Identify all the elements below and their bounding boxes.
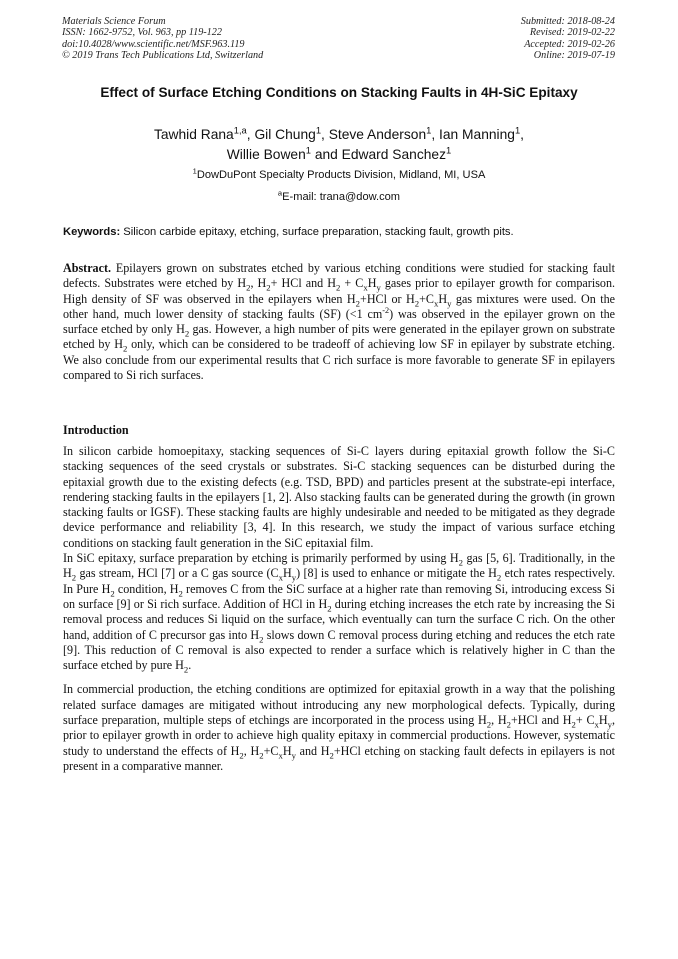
introduction-heading: Introduction — [63, 423, 129, 437]
online-date: Online: 2019-07-19 — [533, 50, 615, 62]
copyright-line: © 2019 Trans Tech Publications Ltd, Switzerland — [62, 50, 264, 62]
submitted-date: Submitted: 2018-08-24 — [520, 16, 615, 27]
abstract-label: Abstract. — [63, 261, 112, 275]
author-line-2: Willie Bowen$^1$ and Edward Sanchez$^1$ — [226, 144, 452, 162]
doi-line: doi:10.4028/www.scientific.net/MSF.963.119 — [62, 38, 245, 50]
intro-paragraph-2: In SiC epitaxy, surface preparation by etching is primarily performed by using $H_2$ gas [5, 6]. Traditionally, in the $H_2$ gas stream, HCl [7] or a C gas source $(C_xH_y)$ [8] is used to enhance or mitigate the $H_2$ etch rates respectively. In Pure $H_2$ condition, $H_2$ removes C from the SiC surface at a higher rate than removing Si, introducing excess Si on surface [9] or Si rich surface. Addition of HCl in $H_2$ during etching increases the etch rate by increasing the Si removal process and reduces Si liquid on the surface, which eventually can turn the surface C rich. On the other hand, addition of C precursor gas into $H_2$ slows down C removal process during etching and reduces the etch rate [9]. This reduction of C removal is also expected to render a surface which is relatively higher in C than the surface etched by pure $H_2$. — [63, 551, 615, 675]
introduction-body — [63, 444, 615, 774]
affiliation: $^1$DowDuPont Specialty Products Division, Midland, MI, USA — [192, 166, 486, 181]
intro-paragraph-1: In silicon carbide homoepitaxy, stacking sequences of Si-C layers during epitaxial growth follow the Si-C stacking sequences of the seed crystals or substrates. Si-C stacking sequences can be disturbed during the epitaxial growth due to the existing defects (e.g. TSD, BPD) and particles present at the substrate-epi interface, rendering stacking faults in the epilayers [1, 2]. Also stacking faults can be generated during the growth (in grown stacking faults or IGSF). These stacking faults are highly undesirable and needed to be mitigated as they degrade device performance and reliability [3, 4]. In this research, we study the impact of various surface etching conditions on stacking fault generation in the SiC epitaxial film. — [63, 444, 615, 550]
keywords-label: Keywords: — [63, 226, 121, 238]
accepted-date: Accepted: 2019-02-26 — [524, 38, 615, 50]
abstract: Abstract. Epilayers grown on substrates etched by various etching conditions were studied for stacking fault defects. Substrates were etched by $H_2$, $H_2+$ HCl and $H_2 + C_xH_y$ gases prior to epilayer growth for comparison. High density of SF was observed in the epilayers when $H_2+HCl$ or $H_2+C_xH_y$ gas mixtures were used. On the other hand, much lower density of stacking faults (SF) (<1 $cm^{-2}$) was observed in the epilayer grown on the surface etched by only $H_2$ gas. However, a high number of pits were generated in the epilayer grown on substrate etched by $H_2$ only, which can be considered to be tradeoff of achieving low SF in epilayer by substrate etching. We also conclude from our experimental results that C rich surface is more favorable to generate SF in epilayers compared to Si rich surfaces. — [63, 261, 616, 383]
author-line-1: Tawhid Rana$^{1,a}$, Gil Chung$^1$, Steve Anderson$^1$, Ian Manning$^1$, — [153, 125, 525, 142]
journal-header-right — [521, 16, 615, 62]
journal-header-left — [62, 16, 263, 62]
issn-line: ISSN: 1662-9752, Vol. 963, pp 119-122 — [62, 27, 222, 39]
journal-name: Materials Science Forum — [62, 16, 166, 27]
keywords-text: Silicon carbide epitaxy, etching, surface preparation, stacking fault, growth pits. — [120, 226, 514, 238]
revised-date: Revised: 2019-02-22 — [529, 27, 615, 39]
author-list — [70, 125, 608, 164]
email-line: $^a$E-mail: trana@dow.com — [277, 188, 401, 203]
paper-title: Effect of Surface Etching Conditions on Stacking Faults in 4H-SiC Epitaxy — [100, 85, 578, 100]
intro-paragraph-3: In commercial production, the etching conditions are optimized for epitaxial growth in a way that the polishing related surface damages are mitigated without introducing any new morphological defects. Typically, during surface preparation, multiple steps of etchings are incorporated in the process using $H_2$, $H_2+HCl$ and $H_2+ C_xH_y$, prior to epilayer growth in order to achieve high quality epitaxy in commercial productions. However, systematic study to understand the effects of $H_2$, $H_2+C_xH_y$ and $H_2+HCl$ etching on stacking fault defects in epilayers is not present in a comparative manner. — [63, 682, 616, 773]
keywords — [63, 225, 615, 239]
